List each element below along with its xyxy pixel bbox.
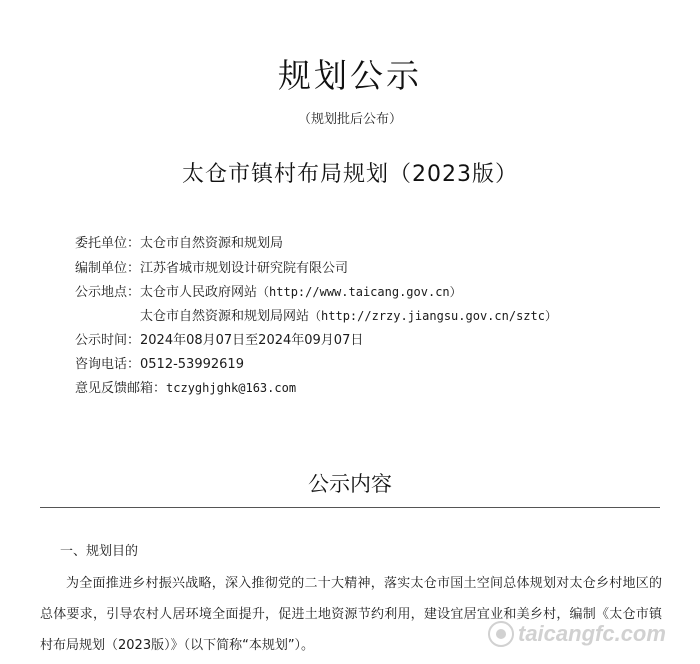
info-period-label: 公示时间： [75,333,141,348]
content-heading: 公示内容 [308,472,392,496]
page-subtitle: （规划批后公布） [297,112,402,127]
section1-title: 一、规划目的 [60,544,139,559]
content-divider [40,507,660,508]
info-period [75,329,363,348]
plan-title: 太仓市镇村布局规划（2023版） [182,162,518,187]
info-location-site2-url[interactable]: （http://zrzy.jiangsu.gov.cn/sztc） [309,309,557,323]
info-email [75,377,296,396]
info-location-label: 公示地点： [75,285,141,300]
info-author-value: 江苏省城市规划设计研究院有限公司 [140,261,349,276]
info-location-site1-name: 太仓市人民政府网站 [140,285,258,300]
info-email-value[interactable]: tczyghjghk@163.com [166,381,297,395]
info-client-value: 太仓市自然资源和规划局 [140,236,284,251]
info-email-label: 意见反馈邮箱： [75,381,167,396]
info-author [75,257,348,276]
info-client-label: 委托单位： [75,236,141,251]
info-author-label: 编制单位： [75,261,141,276]
section1-text: 为全面推进乡村振兴战略，深入推彻党的二十大精神，落实太仓市国土空间总体规划对太仓乡村地区的总体要求，引导农村人居环境全面提升，促进土地资源节约利用，建设宜居宜业和美乡村，编制《太仓市镇村布局规划（2023版）》（以下简称“本规划”）。 [40,576,662,653]
info-location [75,281,462,300]
info-period-value: 2024年08月07日至2024年09月07日 [140,333,364,348]
info-phone-value: 0512-53992619 [140,357,244,372]
info-phone-label: 咨询电话： [75,357,141,372]
watermark-text: taicangfc.com [518,621,666,647]
info-location-second [140,305,557,324]
watermark [488,620,688,650]
info-phone [75,353,244,372]
info-location-site1-url[interactable]: （http://www.taicang.gov.cn） [257,285,462,299]
info-client [75,232,283,251]
watermark-logo-icon [488,621,514,647]
page-title: 规划公示 [278,56,422,95]
info-location-site2-name: 太仓市自然资源和规划局网站 [140,309,310,324]
